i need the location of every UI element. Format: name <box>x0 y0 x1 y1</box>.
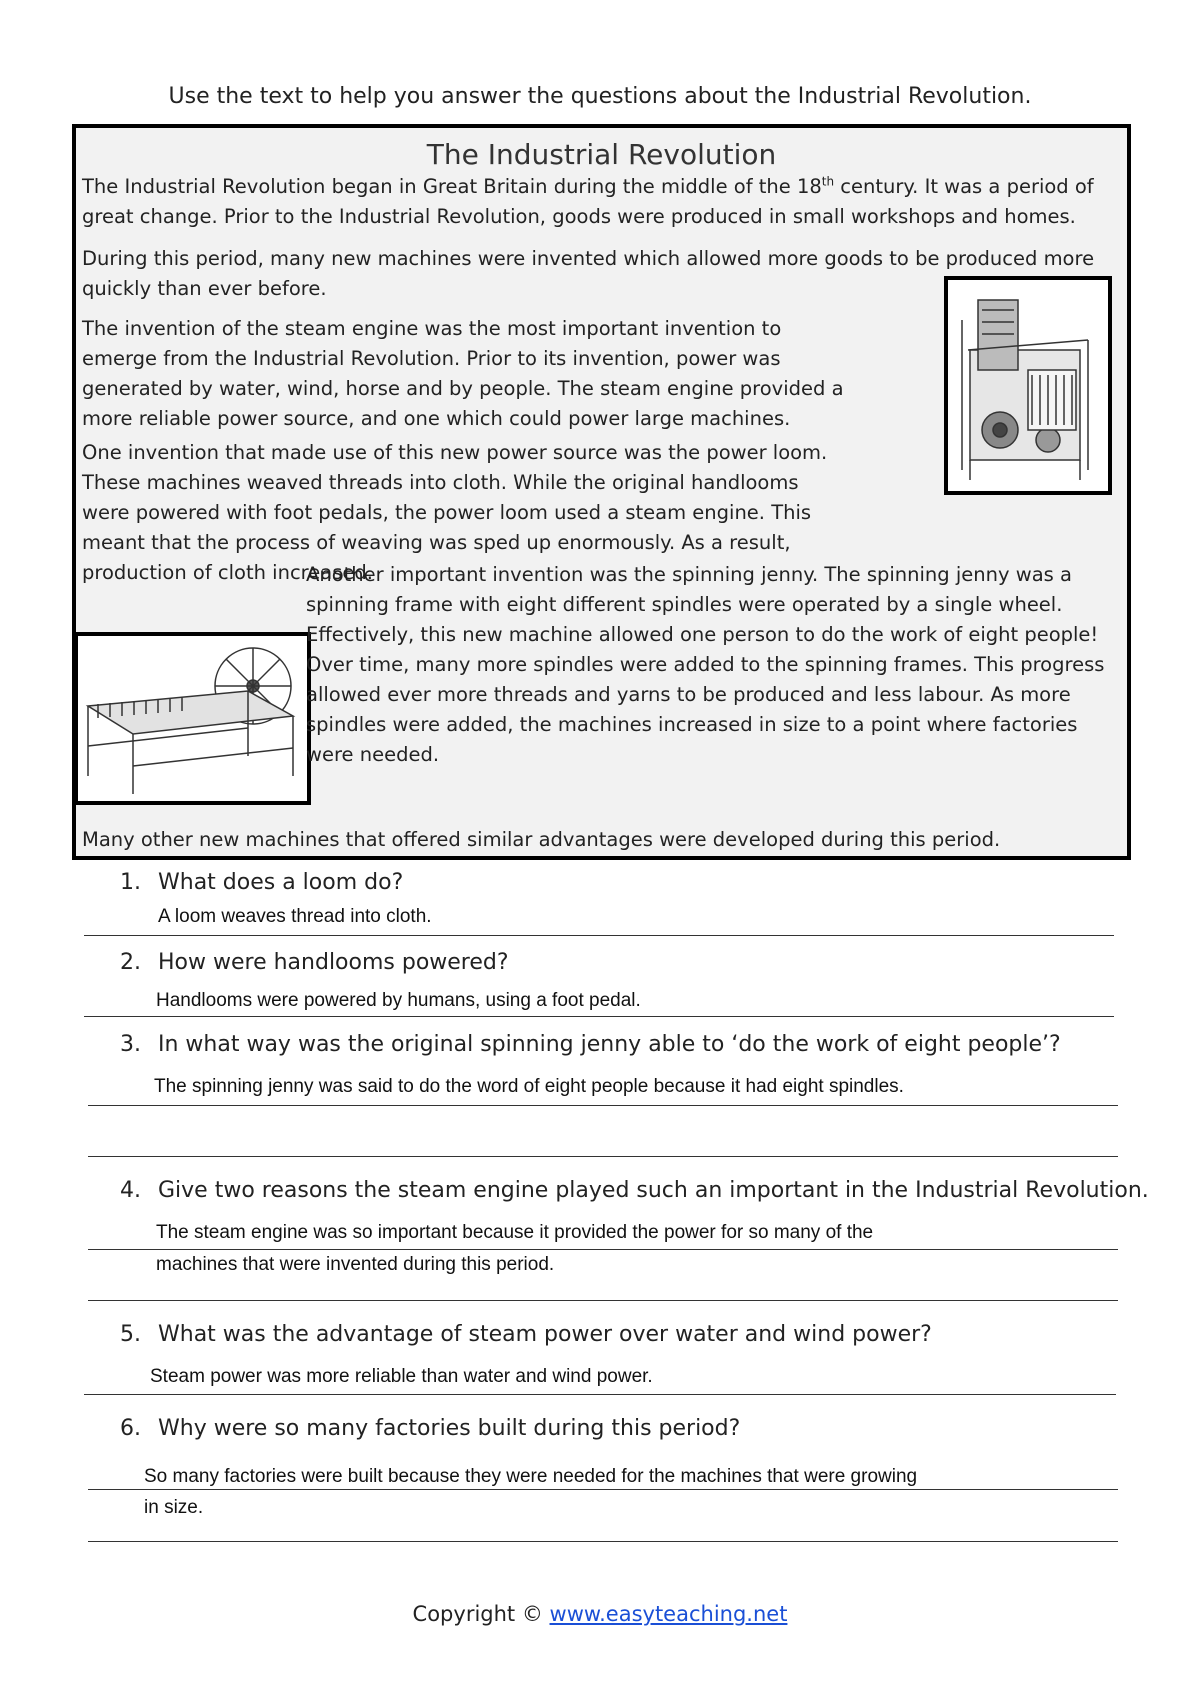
paragraph-1-text-a: The Industrial Revolution began in Great Britain during the middle of the 18 <box>82 175 822 198</box>
answer-line <box>84 935 1114 936</box>
answer-line <box>88 1300 1118 1301</box>
question-text: What does a loom do? <box>158 870 404 895</box>
passage-paragraph-2: During this period, many new machines were invented which allowed more goods to be produced more quickly than ever before. <box>82 247 1095 300</box>
question-text: Why were so many factories built during this period? <box>158 1416 741 1441</box>
paragraph-1-text-b: century. It was a period of great change. Prior to the Industrial Revolution, goods were produced in small workshops and homes. <box>82 175 1094 228</box>
answer-5-line-1[interactable]: Steam power was more reliable than water and wind power. <box>150 1366 653 1387</box>
reading-passage-box <box>72 124 1131 860</box>
passage-paragraph-1 <box>82 172 1122 232</box>
question-number: 1. <box>120 870 141 895</box>
copyright-footer <box>0 1602 1200 1626</box>
copyright-text: Copyright © <box>412 1602 550 1626</box>
question-text: Give two reasons the steam engine played such an important in the Industrial Revolution. <box>158 1178 1149 1203</box>
question-1 <box>120 870 403 895</box>
answer-line <box>88 1105 1118 1106</box>
question-4 <box>120 1178 1149 1203</box>
question-number: 5. <box>120 1322 141 1347</box>
answer-line <box>88 1541 1118 1542</box>
passage-title: The Industrial Revolution <box>426 138 777 171</box>
question-text: How were handlooms powered? <box>158 950 509 975</box>
passage-paragraph-5: Another important invention was the spinning jenny. The spinning jenny was a spinning frame with eight different spindles were operated by a single wheel. Effectively, this new machine allowed one person to do the work of eight people! Over time, many more spindles were added to the spinning frames. This progress allowed ever more threads and yarns to be produced and less labour. As more spindles were added, the machines increased in size to a point where factories were needed. <box>306 563 1105 766</box>
power-loom-illustration <box>948 280 1108 491</box>
answer-2-line-1[interactable]: Handlooms were powered by humans, using a foot pedal. <box>156 990 641 1011</box>
spinning-jenny-image <box>74 632 311 805</box>
answer-line <box>88 1249 1118 1250</box>
question-number: 3. <box>120 1032 141 1057</box>
answer-line <box>84 1016 1114 1017</box>
question-6 <box>120 1416 740 1441</box>
answer-line <box>84 1394 1116 1395</box>
answer-6-line-2[interactable]: in size. <box>144 1497 204 1518</box>
passage-paragraph-6: Many other new machines that offered similar advantages were developed during this period. <box>82 828 1001 851</box>
question-number: 2. <box>120 950 141 975</box>
answer-4-line-2[interactable]: machines that were invented during this period. <box>156 1254 555 1275</box>
question-text: What was the advantage of steam power over water and wind power? <box>158 1322 932 1347</box>
ordinal-suffix: th <box>821 174 835 189</box>
question-text: In what way was the original spinning jenny able to ‘do the work of eight people’? <box>158 1032 1061 1057</box>
answer-6-line-1[interactable]: So many factories were built because they were needed for the machines that were growing <box>144 1466 918 1487</box>
answer-1-line-1[interactable]: A loom weaves thread into cloth. <box>158 906 432 927</box>
passage-paragraph-3: The invention of the steam engine was the most important invention to emerge from the Industrial Revolution. Prior to its invention, power was generated by water, wind, horse and by people. The steam engine provided a more reliable power source, and one which could power large machines. <box>82 317 844 430</box>
question-3 <box>120 1032 1061 1057</box>
question-2 <box>120 950 509 975</box>
answer-line <box>88 1156 1118 1157</box>
question-number: 6. <box>120 1416 141 1441</box>
spinning-jenny-illustration <box>78 636 307 801</box>
question-5 <box>120 1322 932 1347</box>
power-loom-image <box>944 276 1112 495</box>
easyteaching-link[interactable]: www.easyteaching.net <box>549 1602 788 1626</box>
passage-paragraph-4: One invention that made use of this new power source was the power loom. These machines weaved threads into cloth. While the original handlooms were powered with foot pedals, the power loom used a steam engine. This meant that the process of weaving was sped up enormously. As a result, production of cloth increased. <box>82 441 828 584</box>
answer-3-line-1[interactable]: The spinning jenny was said to do the word of eight people because it had eight spindles. <box>154 1076 904 1097</box>
worksheet-instructions: Use the text to help you answer the questions about the Industrial Revolution. <box>168 84 1032 109</box>
answer-4-line-1[interactable]: The steam engine was so important because it provided the power for so many of the <box>156 1222 874 1243</box>
answer-line <box>88 1489 1118 1490</box>
question-number: 4. <box>120 1178 141 1203</box>
